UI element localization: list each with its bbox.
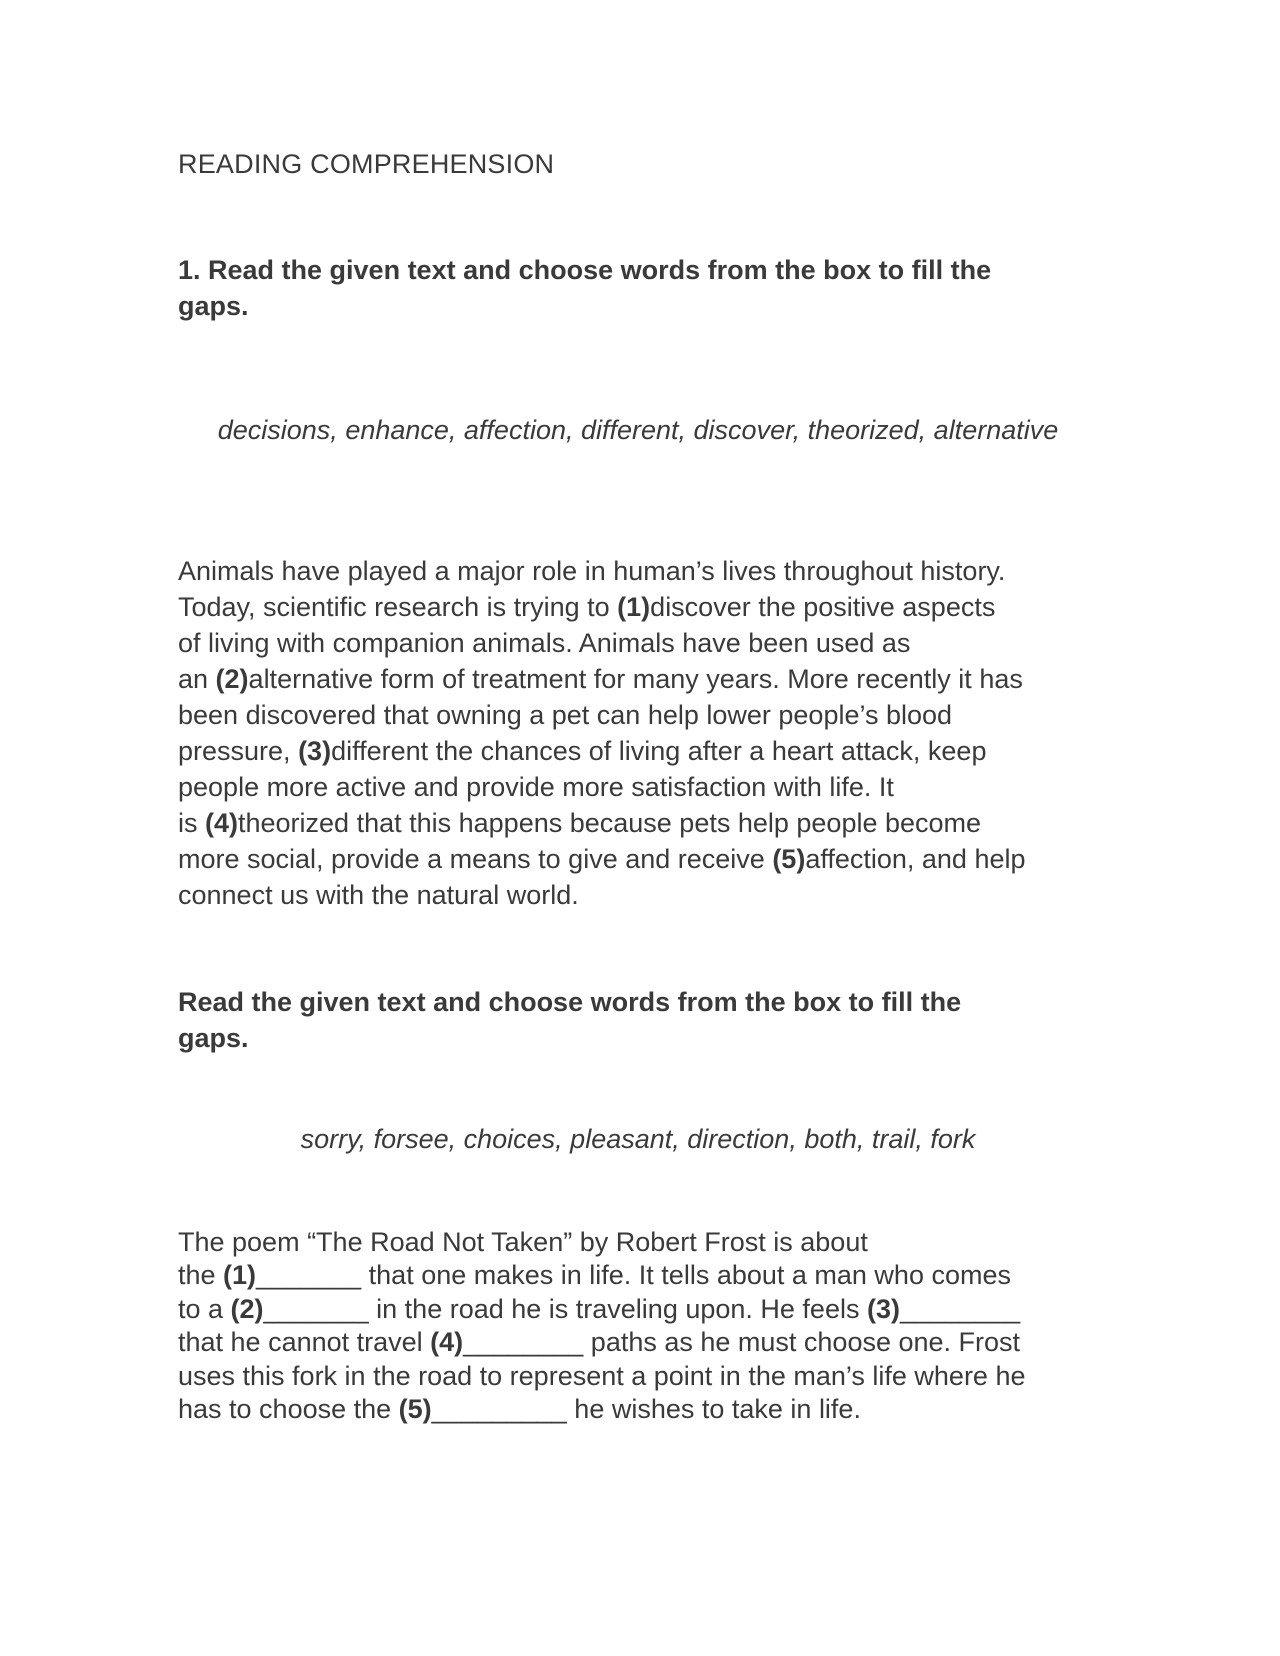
passage-text: Animals have played a major role in human’s lives throughout history. — [178, 556, 1006, 586]
passage-text: has to choose the — [178, 1394, 399, 1425]
passage-line — [178, 697, 1118, 733]
passage-text: alternative form of treatment for many years. More recently it has — [248, 664, 1023, 694]
passage-line — [178, 769, 1118, 805]
document-title: READING COMPREHENSION — [178, 149, 555, 179]
gap-number: (1) — [223, 1260, 257, 1291]
passage-line — [178, 1326, 1118, 1359]
instruction-line: gaps. — [178, 291, 249, 321]
gap-number: (5) — [772, 844, 806, 874]
passage-text: connect us with the natural world. — [178, 880, 579, 910]
exercise1-passage — [178, 553, 1118, 913]
exercise2-passage — [178, 1226, 1118, 1426]
passage-text: is — [178, 808, 205, 838]
passage-line — [178, 1293, 1118, 1326]
passage-line — [178, 1393, 1118, 1426]
passage-line — [178, 589, 1118, 625]
passage-line — [178, 553, 1118, 589]
passage-line — [178, 805, 1118, 841]
passage-line — [178, 661, 1118, 697]
passage-text: an — [178, 664, 216, 694]
passage-line — [178, 1360, 1118, 1393]
gap-number: (4) — [430, 1327, 464, 1358]
passage-text: of living with companion animals. Animals have been used as — [178, 628, 911, 658]
passage-line — [178, 1226, 1118, 1259]
gap-number: (3) — [866, 1293, 900, 1324]
passage-text: ________ paths as he must choose one. Frost — [463, 1327, 1021, 1358]
instruction-line: 1. Read the given text and choose words from the box to fill the — [178, 255, 992, 285]
passage-text: been discovered that owning a pet can help lower people’s blood — [178, 700, 953, 730]
passage-text: The poem “The Road Not Taken” by Robert Frost is about — [178, 1227, 868, 1257]
passage-text: Today, scientific research is trying to — [178, 592, 618, 622]
passage-line — [178, 733, 1118, 769]
passage-text: theorized that this happens because pets help people become — [238, 808, 982, 838]
passage-text: pressure, — [178, 736, 299, 766]
gap-number: (4) — [205, 808, 238, 838]
passage-text: uses this fork in the road to represent a point in the man’s life where he — [178, 1360, 1026, 1391]
instruction-line: gaps. — [178, 1023, 249, 1053]
passage-text: _______ that one makes in life. It tells about a man who comes — [256, 1260, 1011, 1291]
passage-line — [178, 841, 1118, 877]
gap-number: (5) — [398, 1394, 432, 1425]
passage-text: affection, and help — [805, 844, 1026, 874]
instruction-line: Read the given text and choose words from the box to fill the — [178, 987, 962, 1017]
passage-text: different the chances of living after a heart attack, keep — [331, 736, 987, 766]
gap-number: (3) — [298, 736, 332, 766]
passage-line — [178, 625, 1118, 661]
passage-text: discover the positive aspects — [650, 592, 996, 622]
exercise1-instruction — [178, 252, 1118, 324]
passage-text: _________ he wishes to take in life. — [431, 1394, 861, 1425]
passage-line — [178, 1259, 1118, 1292]
passage-text: ________ — [899, 1293, 1021, 1324]
passage-text: people more active and provide more satisfaction with life. It — [178, 772, 894, 802]
passage-text: _______ in the road he is traveling upon. He feels — [263, 1293, 867, 1324]
gap-number: (2) — [215, 664, 249, 694]
passage-line — [178, 877, 1118, 913]
exercise2-instruction — [178, 984, 1118, 1056]
gap-number: (1) — [617, 592, 651, 622]
passage-text: that he cannot travel — [178, 1327, 431, 1358]
passage-text: more social, provide a means to give and receive — [178, 844, 773, 874]
gap-number: (2) — [230, 1293, 264, 1324]
exercise2-word-box: sorry, forsee, choices, pleasant, direction, both, trail, fork — [300, 1124, 976, 1154]
passage-text: the — [178, 1260, 224, 1291]
passage-text: to a — [178, 1293, 231, 1324]
exercise1-word-box: decisions, enhance, affection, different, discover, theorized, alternative — [217, 415, 1059, 445]
